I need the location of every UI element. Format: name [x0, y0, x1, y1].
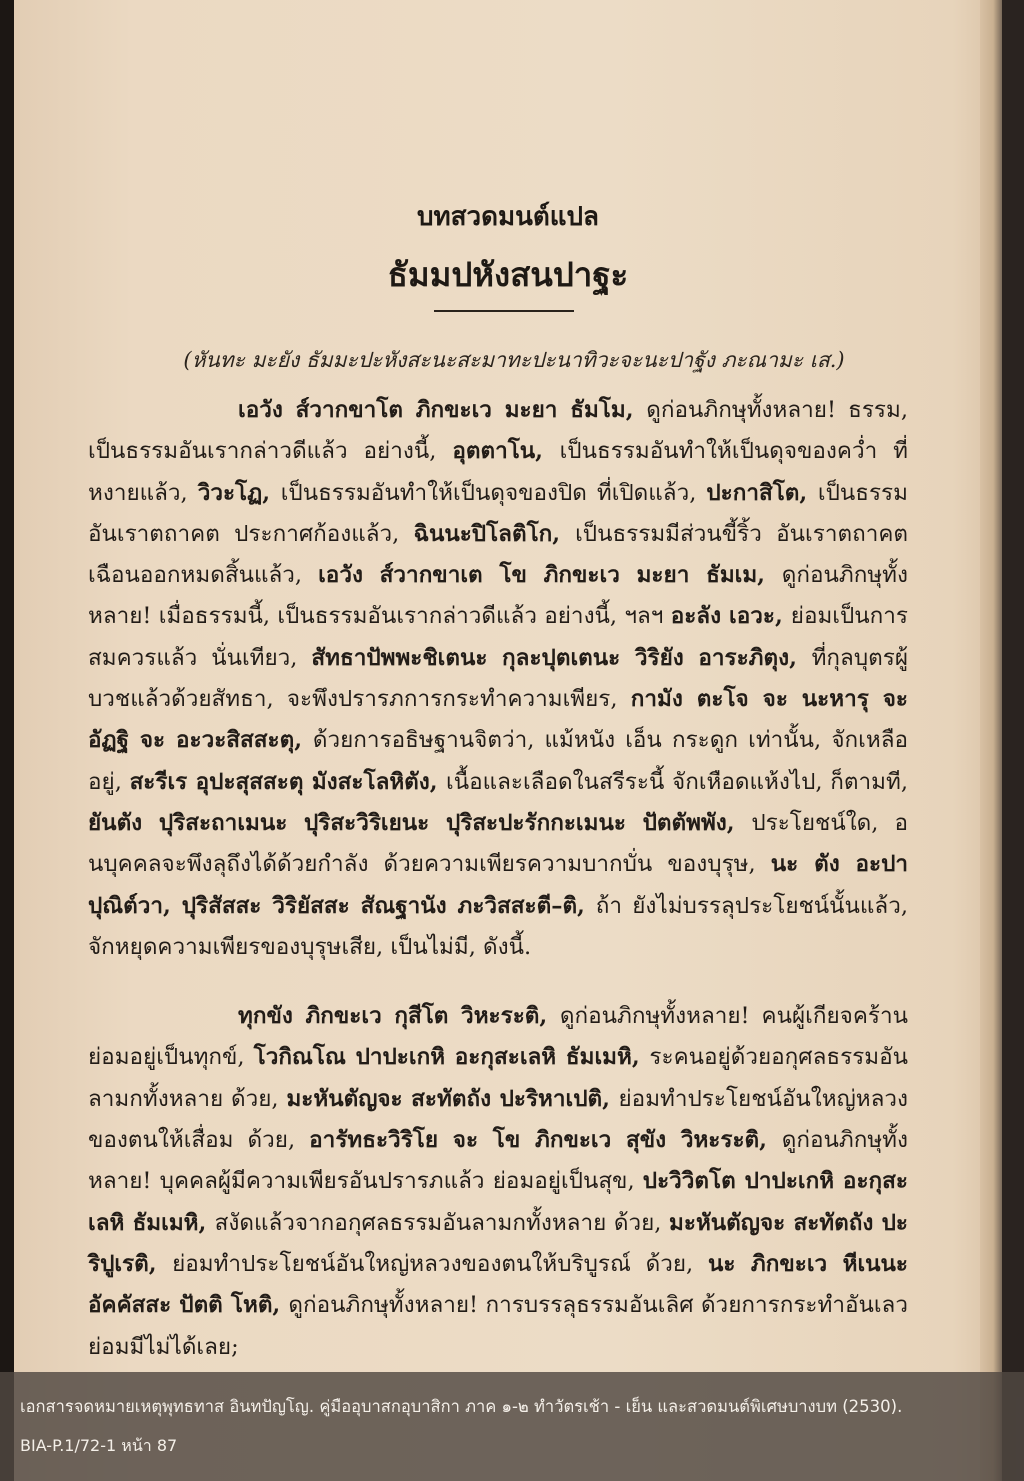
thai-translation: ย่อมทำประโยชน์อันใหญ่หลวงของตนให้เสื่อม ด้วย, — [88, 1085, 908, 1154]
caption-citation: เอกสารจดหมายเหตุพุทธทาส อินทปัญโญ. คู่มืออุบาสกอุบาสิกา ภาค ๑-๒ ทำวัตรเช้า - เย็น และสวดมนต์พิเศษบางบท (2530). — [20, 1397, 903, 1416]
thai-translation: ย่อมทำประโยชน์อันใหญ่หลวงของตนให้บริบูรณ์ ด้วย, — [172, 1250, 708, 1277]
pali-phrase: อะลัง เอวะ, — [670, 603, 791, 630]
paragraph-1 — [88, 390, 908, 968]
pali-phrase: กามัง ตะโจ จะ นะหารุ จะ อัฏฐิ จะ อะวะสิสสะตุ, — [88, 686, 908, 754]
pali-phrase: มะหันตัญจะ สะทัตถัง ปะริหาเปติ, — [286, 1085, 619, 1112]
caption-reference: BIA-P.1/72-1 หน้า 87 — [20, 1436, 178, 1455]
pali-phrase: นะ ตัง อะปาปุณิต์วา, ปุริสัสสะ วิริยัสสะ สัณฐานัง ภะวิสสะตี–ติ, — [88, 851, 909, 919]
thai-translation: ดูก่อนภิกษุทั้งหลาย! เมื่อธรรมนี้, เป็นธรรมอันเรากล่าวดีแล้ว อย่างนี้, ฯลฯ — [88, 562, 908, 630]
pali-phrase: โวกิณโณ ปาปะเกหิ อะกุสะเลหิ ธัมเมหิ, — [253, 1044, 650, 1071]
body-text — [88, 390, 908, 1368]
paragraph-2 — [88, 996, 908, 1368]
thai-translation: ดูก่อนภิกษุทั้งหลาย! บุคคลผู้มีความเพียรอันปรารภแล้ว ย่อมอยู่เป็นสุข, — [88, 1127, 908, 1195]
pali-phrase: ฉินนะปิโลติโก, — [413, 520, 576, 547]
thai-translation: ย่อมเป็นการสมควรแล้ว นั่นเทียว, — [88, 603, 908, 671]
pali-phrase: อุตตาโน, — [452, 438, 560, 465]
pali-phrase: เอวัง ส์วากขาเต โข ภิกขะเว มะยา ธัมเม, — [318, 562, 782, 589]
pali-phrase: ปะวิวิตโต ปาปะเกหิ อะกุสะเลหิ ธัมเมหิ, — [88, 1168, 908, 1236]
thai-translation: ถ้า ยังไม่บรรลุประโยชน์นั้นแล้ว, จักหยุดความเพียรของบุรุษเสีย, เป็นไม่มี, ดังนี้. — [88, 892, 908, 960]
intro-line: (หันทะ มะยัง ธัมมะปะหังสะนะสะมาทะปะนาทิวะจะนะปาฐัง ภะณามะ เส.) — [183, 348, 845, 372]
thai-translation: สงัดแล้วจากอกุศลธรรมอันลามกทั้งหลาย ด้วย, — [214, 1209, 670, 1236]
thai-translation: ดูก่อนภิกษุทั้งหลาย! คนผู้เกียจคร้าน ย่อมอยู่เป็นทุกข์, — [88, 1003, 908, 1071]
thai-translation: ดูก่อนภิกษุทั้งหลาย! การบรรลุธรรมอันเลิศ ด้วยการกระทำอันเลว ย่อมมีไม่ได้เลย; — [88, 1292, 908, 1360]
thai-translation: เนื้อและเลือดในสรีระนี้ จักเหือดแห้งไป, ก็ตามที, — [446, 768, 908, 795]
thai-translation: เป็นธรรมมีส่วนขี้ริ้ว อันเราตถาคตเฉือนออกหมดสิ้นแล้ว, — [88, 520, 908, 589]
heading-rule — [434, 310, 574, 312]
thai-translation: ด้วยการอธิษฐานจิตว่า, แม้หนัง เอ็น กระดูก เท่านั้น, จักเหลืออยู่, — [88, 727, 908, 795]
pali-phrase: วิวะโฏ, — [197, 479, 281, 506]
thai-translation: ที่กุลบุตรผู้บวชแล้วด้วยสัทธา, จะพึงปรารภการกระทำความเพียร, — [88, 644, 908, 713]
pali-phrase: ยันตัง ปุริสะถาเมนะ ปุริสะวิริเยนะ ปุริสะปะรักกะเมนะ ปัตตัพพัง, — [88, 809, 752, 836]
pali-phrase: นะ ภิกขะเว หีเนนะ อัคคัสสะ ปัตติ โหติ, — [88, 1250, 909, 1319]
pali-phrase: ทุกขัง ภิกขะเว กุสีโต วิหะระติ, — [238, 1003, 560, 1030]
book-spine — [0, 0, 14, 1481]
document-page — [14, 0, 1002, 1481]
thai-translation: ระคนอยู่ด้วยอกุศลธรรมอันลามกทั้งหลาย ด้วย, — [88, 1044, 908, 1112]
pali-phrase: เอวัง ส์วากขาโต ภิกขะเว มะยา ธัมโม, — [238, 397, 647, 423]
pali-phrase: สะรีเร อุปะสุสสะตุ มังสะโลหิตัง, — [129, 768, 447, 795]
heading-small: บทสวดมนต์แปล — [417, 202, 599, 232]
heading-large: ธัมมปหังสนปาฐะ — [387, 255, 629, 294]
caption-bar — [0, 1372, 1024, 1481]
thai-translation: ดูก่อนภิกษุทั้งหลาย! ธรรม, เป็นธรรมอันเรากล่าวดีแล้ว อย่างนี้, — [88, 397, 908, 465]
thai-translation: เป็นธรรมอันเราตถาคต ประกาศก้องแล้ว, — [88, 479, 908, 547]
thai-translation: เป็นธรรมอันทำให้เป็นดุจของคว่ำ ที่หงายแล้ว, — [88, 438, 908, 506]
pali-phrase: สัทธาปัพพะชิเตนะ กุละปุตเตนะ วิริยัง อาระภิตุง, — [311, 644, 812, 671]
pali-phrase: มะหันตัญจะ สะทัตถัง ปะริปูเรติ, — [88, 1209, 908, 1277]
thai-translation: ประโยชน์ใด, อนบุคคลจะพึงลุถึงได้ด้วยกำลัง ด้วยความเพียรความบากบั่น ของบุรุษ, — [88, 809, 908, 878]
pali-phrase: อารัทธะวิริโย จะ โข ภิกขะเว สุขัง วิหะระติ, — [309, 1127, 782, 1154]
pali-phrase: ปะกาสิโต, — [706, 479, 818, 506]
thai-translation: เป็นธรรมอันทำให้เป็นดุจของปิด ที่เปิดแล้ว, — [280, 479, 707, 506]
